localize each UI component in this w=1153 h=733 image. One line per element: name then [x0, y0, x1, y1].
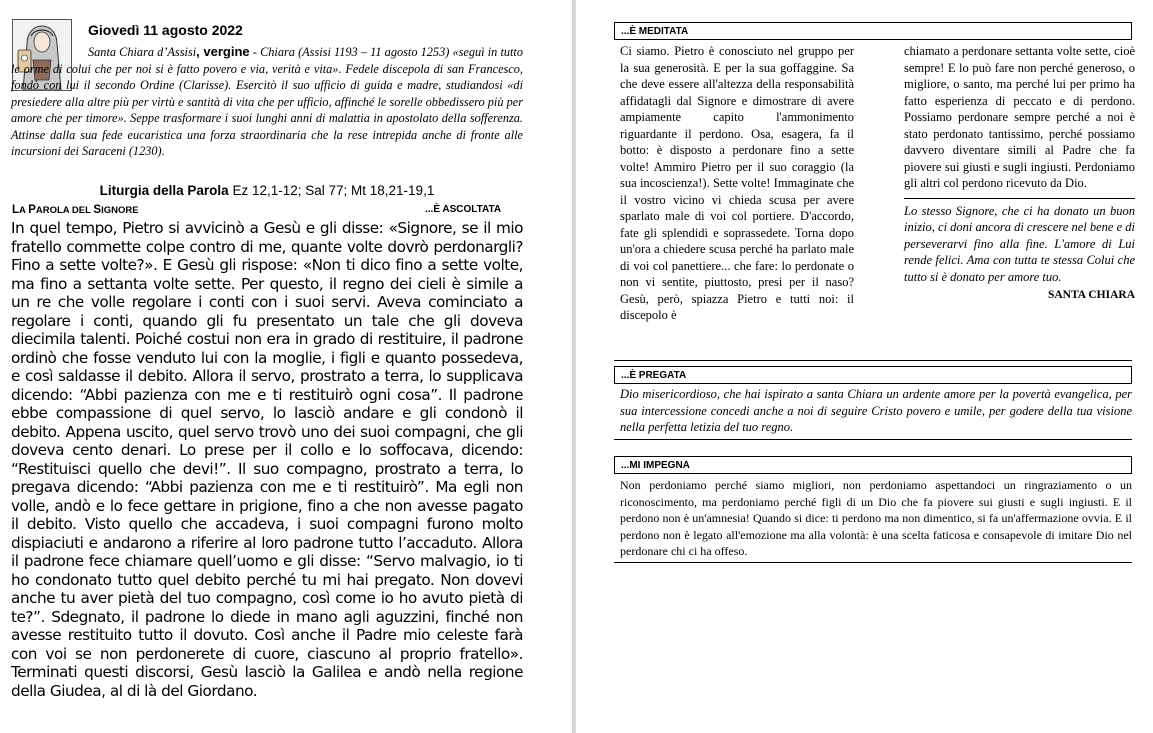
readings-refs: Ez 12,1-12; Sal 77; Mt 18,21-19,1 [228, 183, 435, 198]
gospel-text: In quel tempo, Pietro si avvicinò a Gesù e gli disse: «Signore, se il mio fratello commette colpe contro di me, quante volte dovrò perdonargli? Fino a sette volte?». E Gesù gli rispose: «Non ti dico fino a sette volte, ma fino a settanta volte sette. Per questo, il regno dei cieli è simile a un re che volle regolare i conti con i suoi servi. Aveva cominciato a regolare i conti, quando gli fu presentato un tale che gli doveva diecimila talenti. Poiché costui non era in grado di restituire, il padrone ordinò che fosse venduto lui con la moglie, i figli e quanto possedeva, e così saldasse il debito. Allora il servo, prostrato a terra, lo supplicava dicendo: “Abbi pazienza con me e ti restituirò ogni cosa”. Il padrone ebbe compassione di quel servo, lo lasciò andare e gli condonò il debito. Appena uscito, quel servo trovò uno dei suoi compagni, che gli doveva cento denari. Lo prese per il collo e lo soffocava, dicendo: “Restituisci quello che devi!”. Il suo compagno, prostrato a terra, lo pregava dicendo: “Abbi pazienza con me e ti restituirò”. Ma egli non volle, andò e lo fece gettare in prigione, fino a che non avesse pagato il debito. Visto quello che accadeva, i suoi compagni furono molto dispiaciuti e andarono a riferire al loro padrone tutto l’accaduto. Allora il padrone fece chiamare quell’uomo e gli disse: “Servo malvagio, io ti ho condonato tutto quel debito perché tu mi hai pregato. Non dovevi anche tu aver pietà del tuo compagno, così come io ho avuto pietà di te?”. Sdegnato, il padrone lo diede in mano agli aguzzini, finché non avesse restituito tutto il dovuto. Così anche il Padre mio celeste farà con voi se non perdonerete di cuore, ciascuno al proprio fratello». Terminati questi discorsi, Gesù lasciò la Galilea e andò nella regione della Giudea, al di là del Giordano. [11, 219, 523, 700]
left-page [0, 0, 572, 733]
right-page [576, 0, 1153, 733]
impegna-box-bottom [614, 562, 1132, 563]
readings-label: Liturgia della Parola [99, 183, 229, 198]
meditata-column-right [904, 43, 1135, 301]
pregata-heading: ...È PREGATA [614, 366, 1132, 384]
saint-quote: Lo stesso Signore, che ci ha donato un buon inizio, ci doni ancora di crescere nel bene e di perseverarvi fino alla fine. L'amore di Lui rende felici. Ama con tutta te stessa Colui che tutto si è donato per amore tuo. [904, 203, 1135, 284]
parola-del-signore-label: LA PAROLA DEL SIGNORE [12, 204, 139, 216]
impegna-text: Non perdoniamo perché siamo migliori, non perdoniamo aspettandoci un ringraziamento o un riconoscimento, ma perdoniamo perché figli di un Dio che fa piovere sui giusti e sugli ingiusti. E il perdono non è un'amnesia! Quando si dice: ti perdono ma non dimentico, si fa un'affermazione ovvia. E il perdono non è legato all'emozione ma alla volontà: è una scelta faticosa e consapevole di imitare Dio nel perdonare chi ci ha offeso. [620, 478, 1132, 558]
quote-author: SANTA CHIARA [1047, 289, 1135, 301]
readings-line [0, 183, 534, 198]
meditata-column-left: Ci siamo. Pietro è conosciuto nel gruppo per la sua generosità. E per la sua goffaggine. Sa che deve essere all'altezza della responsabilità affidatagli dal Signore e dimostrare di avere ampiamente capito l'ammonimento riguardante il perdono. Osa, esagera, fa il botto: è disposto a perdonare fino a sette volte! Ammiro Pietro per il suo coraggio (la sua incoscienza!). Sette volte! Immaginate che il vostro vicino vi chieda scusa per avere sparlato male di voi col portiere. D'accordo, fate gli splendidi e soprassedete. Torna dopo un'ora a chiedere scusa perché ha parlato male di voi col panettiere... che fare: lo perdonate o non vi sentite, piuttosto, presi per il naso? Gesù, però, spiazza Pietro e tutti noi: il discepolo è [620, 44, 854, 322]
saint-name: Santa Chiara d’Assisi [88, 45, 197, 59]
saint-bio-block [11, 44, 523, 160]
saint-title: , vergine [196, 44, 250, 59]
ascoltata-label: ...È ASCOLTATA [425, 204, 502, 215]
quote-divider [904, 198, 1135, 199]
meditata-heading: ...È MEDITATA [614, 22, 1132, 40]
saint-dash: - [249, 45, 261, 59]
impegna-heading: ...MI IMPEGNA [614, 456, 1132, 474]
meditata-right-text: chiamato a perdonare settanta volte sette, cioè sempre! E lo può fare non perché generoso, o migliore, o santo, ma perché lui per primo ha fatto esperienza di peccato e di perdono. Possiamo perdonare sempre perché a noi è stato perdonato tantissimo, perché possiamo davvero diventare simili al Padre che fa piovere sui giusti e sugli ingiusti. Perdoniamo gli altri col perdono ricevuto da Dio. [904, 44, 1135, 190]
pregata-prayer: Dio misericordioso, che hai ispirato a santa Chiara un ardente amore per la povertà evangelica, per sua intercessione concedi anche a noi di seguire Cristo povero e umile, per godere della tua visione nella perfetta letizia del tuo regno. [620, 387, 1132, 434]
date-heading: Giovedì 11 agosto 2022 [88, 22, 243, 38]
meditata-box-bottom [614, 360, 1132, 361]
saint-bio: Chiara (Assisi 1193 – 11 agosto 1253) «seguì in tutto le orme di colui che per noi si è fatto povero e via, verità e vita». Fedele discepola di san Francesco, fondò con lui il secondo Ordine (Clarisse). Esercitò il suo ufficio di guida e madre, studiandosi «di presiedere alla altre più per virtù e santità di vita che per ufficio, affinché le sorelle obbedissero più per amore che per timore». Seppe trasformare i suoi lunghi anni di malattia in apostolato della sofferenza. Attinse dalla sua fede eucaristica una forza straordinaria che la rese intrepida anche di fronte alle incursioni dei Saraceni (1230). [11, 45, 523, 158]
pregata-box-bottom [614, 439, 1132, 440]
